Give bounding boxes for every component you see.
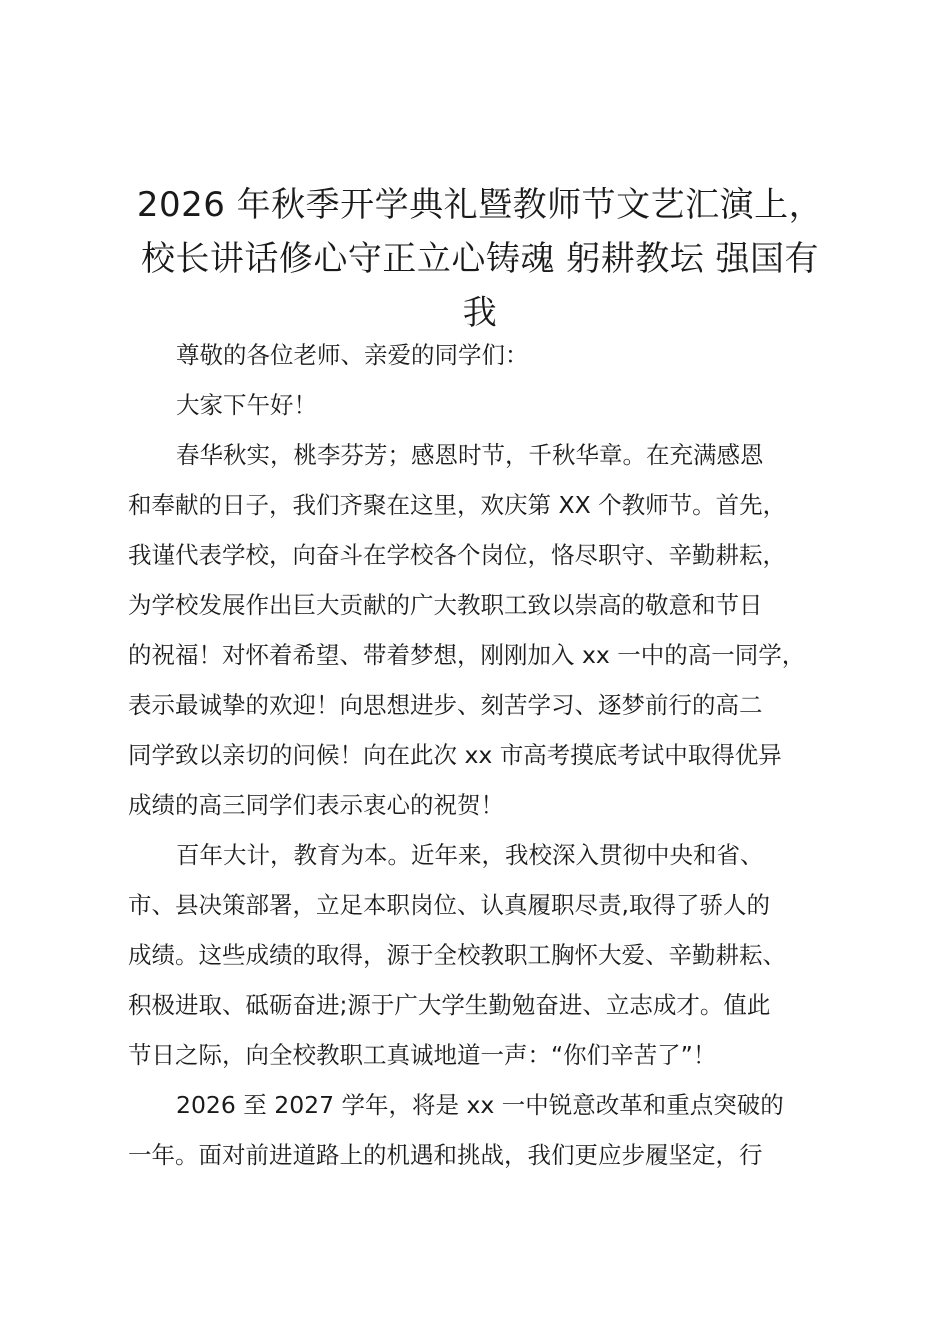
paragraph-line: 为学校发展作出巨大贡献的广大教职工致以崇高的敬意和节日 (128, 591, 763, 619)
paragraph-line: 市、县决策部署，立足本职岗位、认真履职尽责,取得了骄人的 (128, 891, 770, 919)
paragraph-line: 同学致以亲切的问候！向在此次 xx 市高考摸底考试中取得优异 (128, 741, 782, 769)
paragraph-line: 和奉献的日子，我们齐聚在这里，欢庆第 XX 个教师节。首先， (128, 491, 787, 519)
title-line: 校长讲话修心守正立心铸魂 躬耕教坛 强国有 (140, 239, 820, 279)
title-line: 我 (462, 293, 498, 333)
paragraph-line: 百年大计，教育为本。近年来，我校深入贯彻中央和省、 (176, 841, 764, 869)
paragraph-line: 积极进取、砥砺奋进;源于广大学生勤勉奋进、立志成才。值此 (128, 991, 771, 1019)
paragraph-line: 节日之际，向全校教职工真诚地道一声：“你们辛苦了”！ (128, 1041, 717, 1069)
paragraph-line: 表示最诚挚的欢迎！向思想进步、刻苦学习、逐梦前行的高二 (128, 691, 763, 719)
paragraph-line: 的祝福！对怀着希望、带着梦想，刚刚加入 xx 一中的高一同学， (128, 641, 806, 669)
paragraph-line: 成绩的高三同学们表示衷心的祝贺！ (128, 791, 504, 819)
paragraph-line: 成绩。这些成绩的取得，源于全校教职工胸怀大爱、辛勤耕耘、 (128, 941, 786, 969)
paragraph-line: 我谨代表学校，向奋斗在学校各个岗位，恪尽职守、辛勤耕耘， (128, 541, 786, 569)
greeting: 大家下午好！ (176, 391, 317, 419)
paragraph-line: 一年。面对前进道路上的机遇和挑战，我们更应步履坚定，行 (128, 1141, 763, 1169)
document-title (110, 178, 850, 340)
paragraph-line: 春华秋实，桃李芬芳；感恩时节，千秋华章。在充满感恩 (176, 441, 764, 469)
document-body (128, 330, 868, 1180)
paragraph-line: 2026 至 2027 学年，将是 xx 一中锐意改革和重点突破的 (176, 1091, 784, 1119)
title-line: 2026 年秋季开学典礼暨教师节文艺汇演上， (136, 185, 824, 225)
salutation: 尊敬的各位老师、亲爱的同学们： (176, 341, 529, 369)
